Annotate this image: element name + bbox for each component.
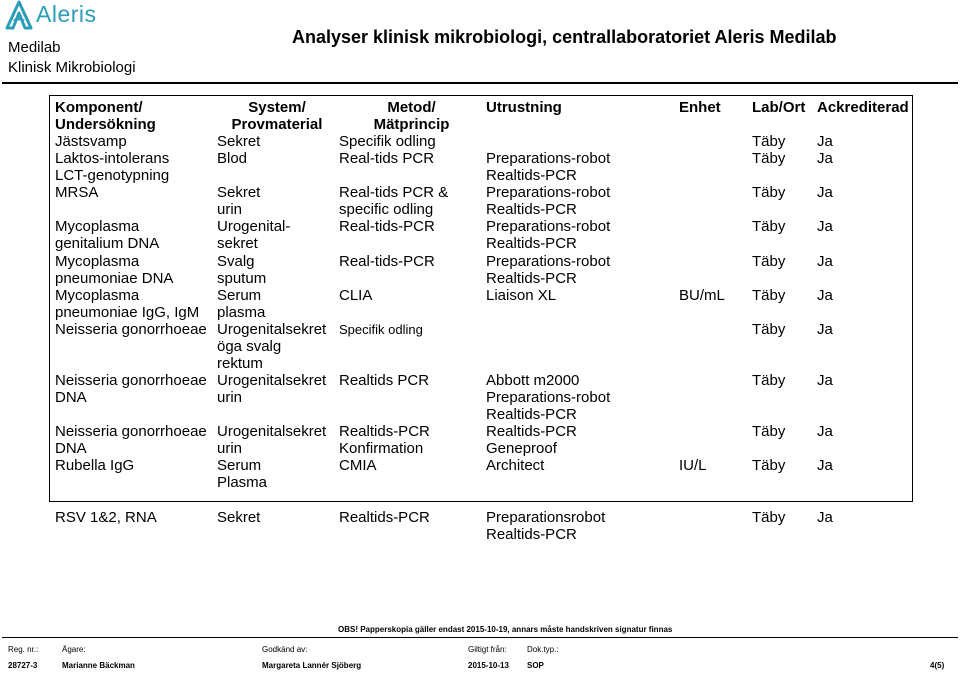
cell-komponent: Neisseria gonorrhoeae bbox=[55, 372, 207, 389]
cell-system: Plasma bbox=[217, 474, 268, 491]
column-header: Metod/ bbox=[387, 99, 436, 116]
cell-komponent: LCT-genotypning bbox=[55, 167, 170, 184]
cell-ackrediterad: Ja bbox=[817, 287, 833, 304]
cell-komponent: DNA bbox=[55, 440, 87, 457]
cell-system: Sekret bbox=[217, 509, 261, 526]
cell-metod: specific odling bbox=[339, 201, 434, 218]
cell-ackrediterad: Ja bbox=[817, 184, 833, 201]
cell-system: urin bbox=[217, 201, 243, 218]
cell-utrustning: Realtids-PCR bbox=[486, 406, 577, 423]
cell-komponent: Rubella IgG bbox=[55, 457, 135, 474]
cell-metod: Real-tids PCR & bbox=[339, 184, 449, 201]
footer-value: 2015-10-13 bbox=[468, 661, 509, 670]
cell-metod: Realtids-PCR bbox=[339, 509, 430, 526]
column-header: Provmaterial bbox=[231, 116, 323, 133]
cell-utrustning: Architect bbox=[486, 457, 545, 474]
cell-ackrediterad: Ja bbox=[817, 133, 833, 150]
cell-komponent: pneumoniae IgG, IgM bbox=[55, 304, 200, 321]
cell-system: Urogenitalsekret bbox=[217, 423, 327, 440]
footer-label: Ägare: bbox=[62, 645, 86, 654]
cell-system: Svalg bbox=[217, 253, 255, 270]
cell-komponent: MRSA bbox=[55, 184, 99, 201]
cell-komponent: Mycoplasma bbox=[55, 287, 140, 304]
cell-metod: CMIA bbox=[339, 457, 377, 474]
cell-system: sekret bbox=[217, 235, 258, 252]
cell-system: urin bbox=[217, 389, 243, 406]
cell-lab: Täby bbox=[752, 287, 786, 304]
footer-label: Reg. nr.: bbox=[8, 645, 39, 654]
cell-utrustning: Preparations-robot bbox=[486, 253, 611, 270]
cell-metod: Specifik odling bbox=[339, 322, 423, 337]
cell-system: Sekret bbox=[217, 184, 261, 201]
cell-utrustning: Preparations-robot bbox=[486, 389, 611, 406]
cell-ackrediterad: Ja bbox=[817, 372, 833, 389]
cell-komponent: pneumoniae DNA bbox=[55, 270, 174, 287]
cell-metod: Real-tids-PCR bbox=[339, 253, 435, 270]
cell-ackrediterad: Ja bbox=[817, 253, 833, 270]
cell-system: öga svalg bbox=[217, 338, 282, 355]
cell-utrustning: Abbott m2000 bbox=[486, 372, 580, 389]
cell-lab: Täby bbox=[752, 133, 786, 150]
cell-system: Urogenitalsekret bbox=[217, 372, 327, 389]
cell-komponent: Jästsvamp bbox=[55, 133, 127, 150]
footer-value: SOP bbox=[527, 661, 544, 670]
column-header: System/ bbox=[248, 99, 306, 116]
aleris-logo-icon bbox=[4, 0, 34, 32]
footer-label: Giltigt från: bbox=[468, 645, 507, 654]
page-title: Analyser klinisk mikrobiologi, centrallaboratoriet Aleris Medilab bbox=[292, 27, 837, 47]
cell-utrustning: Preparations-robot bbox=[486, 184, 611, 201]
cell-metod: Realtids PCR bbox=[339, 372, 430, 389]
cell-enhet: BU/mL bbox=[679, 287, 725, 304]
header-department: Klinisk Mikrobiologi bbox=[8, 59, 136, 76]
column-header: Lab/Ort bbox=[752, 99, 806, 116]
logo-wordmark: Aleris bbox=[36, 1, 97, 27]
cell-system: sputum bbox=[217, 270, 267, 287]
header-divider bbox=[2, 82, 958, 84]
cell-system: Sekret bbox=[217, 133, 261, 150]
cell-komponent: Neisseria gonorrhoeae bbox=[55, 321, 207, 338]
cell-komponent: genitalium DNA bbox=[55, 235, 160, 252]
cell-enhet: IU/L bbox=[679, 457, 707, 474]
cell-system: Serum bbox=[217, 287, 262, 304]
cell-system: urin bbox=[217, 440, 243, 457]
cell-system: rektum bbox=[217, 355, 263, 372]
cell-metod: CLIA bbox=[339, 287, 373, 304]
cell-lab: Täby bbox=[752, 150, 786, 167]
column-header: Enhet bbox=[679, 99, 721, 116]
cell-lab: Täby bbox=[752, 423, 786, 440]
footer-notice: OBS! Papperskopia gäller endast 2015-10-19, annars måste handskriven signatur finnas bbox=[338, 625, 673, 634]
cell-ackrediterad: Ja bbox=[817, 218, 833, 235]
cell-utrustning: Realtids-PCR bbox=[486, 423, 577, 440]
cell-komponent: Laktos-intolerans bbox=[55, 150, 170, 167]
cell-system: Serum bbox=[217, 457, 262, 474]
cell-utrustning: Geneproof bbox=[486, 440, 557, 457]
cell-utrustning: Liaison XL bbox=[486, 287, 557, 304]
footer-value: Margareta Lannér Sjöberg bbox=[262, 661, 362, 670]
cell-lab: Täby bbox=[752, 184, 786, 201]
column-header: Undersökning bbox=[55, 116, 156, 133]
cell-utrustning: Realtids-PCR bbox=[486, 526, 577, 543]
footer-divider bbox=[2, 637, 958, 638]
cell-system: Urogenital- bbox=[217, 218, 291, 235]
footer-label: Godkänd av: bbox=[262, 645, 308, 654]
cell-metod: Real-tids PCR bbox=[339, 150, 435, 167]
cell-system: Blod bbox=[217, 150, 248, 167]
cell-system: Urogenitalsekret bbox=[217, 321, 327, 338]
cell-komponent: Mycoplasma bbox=[55, 218, 140, 235]
analysis-table bbox=[49, 95, 913, 543]
aleris-logo bbox=[4, 0, 104, 34]
cell-ackrediterad: Ja bbox=[817, 150, 833, 167]
cell-system: plasma bbox=[217, 304, 266, 321]
cell-utrustning: Realtids-PCR bbox=[486, 235, 577, 252]
column-header: Mätprincip bbox=[373, 116, 450, 133]
footer-label: Dok.typ.: bbox=[527, 645, 559, 654]
cell-metod: Specifik odling bbox=[339, 133, 436, 150]
cell-lab: Täby bbox=[752, 253, 786, 270]
cell-lab: Täby bbox=[752, 321, 786, 338]
cell-lab: Täby bbox=[752, 372, 786, 389]
column-header: Ackrediterad bbox=[817, 99, 909, 116]
cell-ackrediterad: Ja bbox=[817, 457, 833, 474]
cell-ackrediterad: Ja bbox=[817, 423, 833, 440]
cell-komponent: DNA bbox=[55, 389, 87, 406]
cell-lab: Täby bbox=[752, 509, 786, 526]
cell-komponent: RSV 1&2, RNA bbox=[55, 509, 157, 526]
column-header: Komponent/ bbox=[55, 99, 143, 116]
footer-value: Marianne Bäckman bbox=[62, 661, 135, 670]
cell-lab: Täby bbox=[752, 218, 786, 235]
column-header: Utrustning bbox=[486, 99, 562, 116]
cell-metod: Konfirmation bbox=[339, 440, 424, 457]
cell-utrustning: Preparationsrobot bbox=[486, 509, 606, 526]
cell-utrustning: Preparations-robot bbox=[486, 150, 611, 167]
cell-utrustning: Realtids-PCR bbox=[486, 201, 577, 218]
footer-value: 28727-3 bbox=[8, 661, 38, 670]
cell-utrustning: Realtids-PCR bbox=[486, 270, 577, 287]
cell-metod: Real-tids-PCR bbox=[339, 218, 435, 235]
cell-ackrediterad: Ja bbox=[817, 321, 833, 338]
cell-komponent: Neisseria gonorrhoeae bbox=[55, 423, 207, 440]
header-org: Medilab bbox=[8, 39, 61, 56]
cell-lab: Täby bbox=[752, 457, 786, 474]
cell-metod: Realtids-PCR bbox=[339, 423, 430, 440]
footer-value: 4(5) bbox=[930, 661, 945, 670]
cell-komponent: Mycoplasma bbox=[55, 253, 140, 270]
cell-utrustning: Realtids-PCR bbox=[486, 167, 577, 184]
cell-ackrediterad: Ja bbox=[817, 509, 833, 526]
cell-utrustning: Preparations-robot bbox=[486, 218, 611, 235]
